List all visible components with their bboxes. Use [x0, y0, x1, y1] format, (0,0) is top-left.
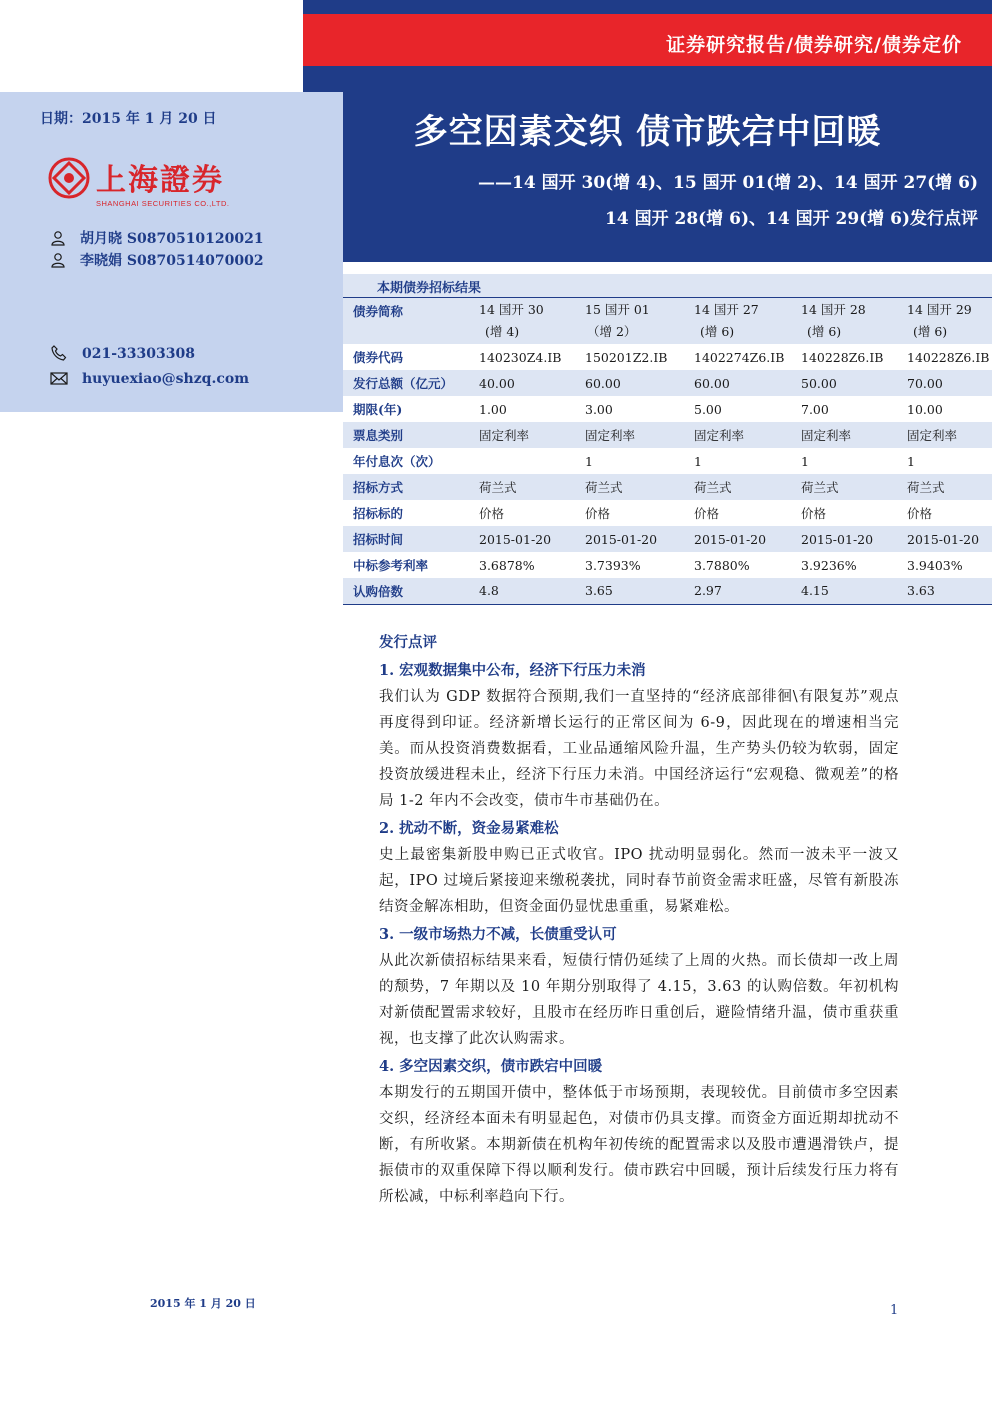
table-row [343, 500, 992, 526]
section-heading: 3. 一级市场热力不减，长债重受认可 [379, 926, 617, 943]
table-cell: 150201Z2.IB [585, 349, 668, 365]
table-row [343, 396, 992, 422]
email-address[interactable]: huyuexiao@shzq.com [82, 371, 250, 387]
row-label: 年付息次（次） [353, 454, 441, 469]
header-top-stripe [303, 0, 992, 14]
table-cell: 2.97 [684, 578, 791, 604]
table-cell: 3.9236% [801, 557, 857, 573]
row-label: 债券代码 [353, 350, 404, 365]
table-cell: 3.63 [897, 578, 992, 604]
table-cell: 15 国开 01 （增 2） [575, 298, 684, 344]
table-cell: 140228Z6.IB [801, 349, 884, 365]
phone-contact [50, 345, 195, 362]
table-cell: 3.7880% [694, 557, 750, 573]
mail-icon [50, 370, 68, 386]
section-paragraph: 从此次新债招标结果来看，短债行情仍延续了上周的火热。而长债却一改上周的颓势，7 年期以及 10 年期分别取得了 4.15，3.63 的认购倍数。年初机构对新债配置需求较好，且股市在经历昨日重创后，避险情绪升温，债市重获重视，也支撑了此次认购需求。 [379, 953, 899, 1047]
email-contact [50, 370, 249, 387]
tender-results-table [343, 274, 992, 605]
table-cell: 固定利率 [469, 422, 575, 448]
table-cell: 1 [585, 453, 593, 469]
table-cell: 荷兰式 [575, 474, 684, 500]
table-row [343, 474, 992, 500]
table-row [343, 552, 992, 578]
author-1 [50, 228, 264, 248]
table-cell: 2015-01-20 [575, 526, 684, 552]
section-title: 发行点评 [379, 634, 437, 651]
table-cell: 荷兰式 [469, 474, 575, 500]
table-cell: 60.00 [684, 370, 791, 396]
table-cell: 3.00 [585, 401, 613, 417]
section-paragraph: 本期发行的五期国开债中，整体低于市场预期，表现较优。目前债市多空因素交织，经济经本面未有明显起色，对债市仍具支撑。而资金方面近期却扰动不断，有所收紧。本期新债在机构年初传统的配置需求以及股市遭遇滑铁卢，提振债市的双重保障下得以顺利发行。债市跌宕中回暖，预计后续发行压力将有所松减，中标利率趋向下行。 [379, 1085, 899, 1205]
section-heading: 1. 宏观数据集中公布，经济下行压力未消 [379, 662, 646, 679]
row-label: 认购倍数 [343, 578, 469, 604]
table-cell: 2015-01-20 [469, 526, 575, 552]
table-cell: 荷兰式 [791, 474, 897, 500]
section-paragraph: 史上最密集新股申购已正式收官。IPO 扰动明显弱化。然而一波未平一波又起，IPO 过境后紧接迎来缴税袭扰，同时春节前资金需求旺盛，尽管有新股冻结资金解冻相助，但资金面仍显忧患重重，易紧难松。 [379, 847, 899, 915]
table-row [343, 448, 992, 474]
row-label: 招标时间 [343, 526, 469, 552]
table-cell: 7.00 [801, 401, 829, 417]
row-label: 招标标的 [353, 506, 404, 521]
table-cell: 3.9403% [907, 557, 963, 573]
table-cell: 2015-01-20 [684, 526, 791, 552]
table-cell: 1 [801, 453, 809, 469]
person-icon [50, 230, 66, 246]
table-cell: 70.00 [897, 370, 992, 396]
table-cell: 4.8 [469, 578, 575, 604]
table-cell: 价格 [907, 506, 933, 521]
table-cell: 140228Z6.IB [907, 349, 990, 365]
report-date: 日期：2015 年 1 月 20 日 [40, 111, 217, 127]
table-cell: 140230Z4.IB [479, 349, 562, 365]
table-cell: 60.00 [575, 370, 684, 396]
table-cell: 14 国开 29 (增 6) [897, 298, 992, 344]
person-icon [50, 252, 66, 268]
title-banner [303, 66, 992, 262]
table-cell: 14 国开 28 (增 6) [791, 298, 897, 344]
table-cell: 3.7393% [585, 557, 641, 573]
table-cell: 40.00 [469, 370, 575, 396]
table-title: 本期债券招标结果 [343, 274, 992, 298]
table-cell: 固定利率 [684, 422, 791, 448]
section-heading: 4. 多空因素交织，债市跌宕中回暖 [379, 1058, 603, 1075]
table-cell: 价格 [585, 506, 611, 521]
section-paragraph: 我们认为 GDP 数据符合预期,我们一直坚持的“经济底部徘徊\有限复苏”观点再度得到印证。经济新增长运行的正常区间为 6-9，因此现在的增速相当完美。而从投资消费数据看，工业品通缩风险升温，生产势头仍较为软弱，固定投资放缓进程未止，经济下行压力未消。中国经济运行“宏观稳、微观差”的格局 1-2 年内不会改变，债市牛市基础仍在。 [379, 689, 899, 809]
table-header-row [343, 298, 992, 344]
table-cell: 1 [694, 453, 702, 469]
row-label: 招标方式 [343, 474, 469, 500]
phone-icon [50, 345, 68, 361]
report-subtitle-line2: 14 国开 28(增 6)、14 国开 29(增 6)发行点评 [605, 209, 978, 229]
table-cell: 2015-01-20 [897, 526, 992, 552]
table-cell: 14 国开 30 (增 4) [469, 298, 575, 344]
row-label: 债券简称 [343, 298, 469, 344]
table-cell: 10.00 [907, 401, 943, 417]
table-row [343, 344, 992, 370]
table-cell: 价格 [479, 506, 505, 521]
author-2 [50, 250, 264, 270]
report-subtitle-line1: ——14 国开 30(增 4)、15 国开 01(增 2)、14 国开 27(增 6) [478, 173, 978, 193]
table-row [343, 578, 992, 604]
report-title: 多空因素交织 债市跌宕中回暖 [413, 112, 882, 152]
table-cell [469, 448, 575, 474]
table-row [343, 526, 992, 552]
results-grid [343, 298, 992, 605]
commentary-section [379, 630, 899, 1210]
breadcrumb: 证券研究报告/债券研究/债券定价 [666, 34, 962, 56]
row-label: 中标参考利率 [353, 558, 429, 573]
phone-number: 021-33303308 [82, 346, 195, 362]
section-heading: 2. 扰动不断，资金易紧难松 [379, 820, 559, 837]
table-cell: 3.6878% [479, 557, 535, 573]
header-breadcrumb-band [303, 14, 992, 66]
row-label: 票息类别 [343, 422, 469, 448]
table-cell: 2015-01-20 [791, 526, 897, 552]
table-cell: 固定利率 [897, 422, 992, 448]
table-cell: 固定利率 [575, 422, 684, 448]
table-row [343, 422, 992, 448]
footer-date: 2015 年 1 月 20 日 [150, 1297, 256, 1310]
table-cell: 1402274Z6.IB [694, 349, 785, 365]
table-cell: 固定利率 [791, 422, 897, 448]
table-cell: 荷兰式 [897, 474, 992, 500]
table-cell: 50.00 [791, 370, 897, 396]
table-cell: 4.15 [791, 578, 897, 604]
author-name: 胡月晓 S0870510120021 [80, 231, 264, 247]
table-cell: 14 国开 27 (增 6) [684, 298, 791, 344]
row-label: 发行总额（亿元） [343, 370, 469, 396]
info-panel [0, 92, 343, 412]
table-row [343, 370, 992, 396]
table-cell: 荷兰式 [684, 474, 791, 500]
logo-mark-icon [48, 157, 90, 199]
table-cell: 5.00 [694, 401, 722, 417]
table-cell: 价格 [801, 506, 827, 521]
company-logo [48, 155, 278, 215]
table-cell: 1.00 [479, 401, 507, 417]
logo-name-english: SHANGHAI SECURITIES CO.,LTD. [96, 199, 230, 208]
logo-name: 上海證券 [96, 163, 224, 198]
table-cell: 3.65 [575, 578, 684, 604]
row-label: 期限(年) [353, 402, 403, 417]
author-name: 李晓娟 S0870514070002 [80, 253, 264, 269]
table-cell: 价格 [694, 506, 720, 521]
table-cell: 1 [907, 453, 915, 469]
page-number: 1 [890, 1303, 899, 1318]
